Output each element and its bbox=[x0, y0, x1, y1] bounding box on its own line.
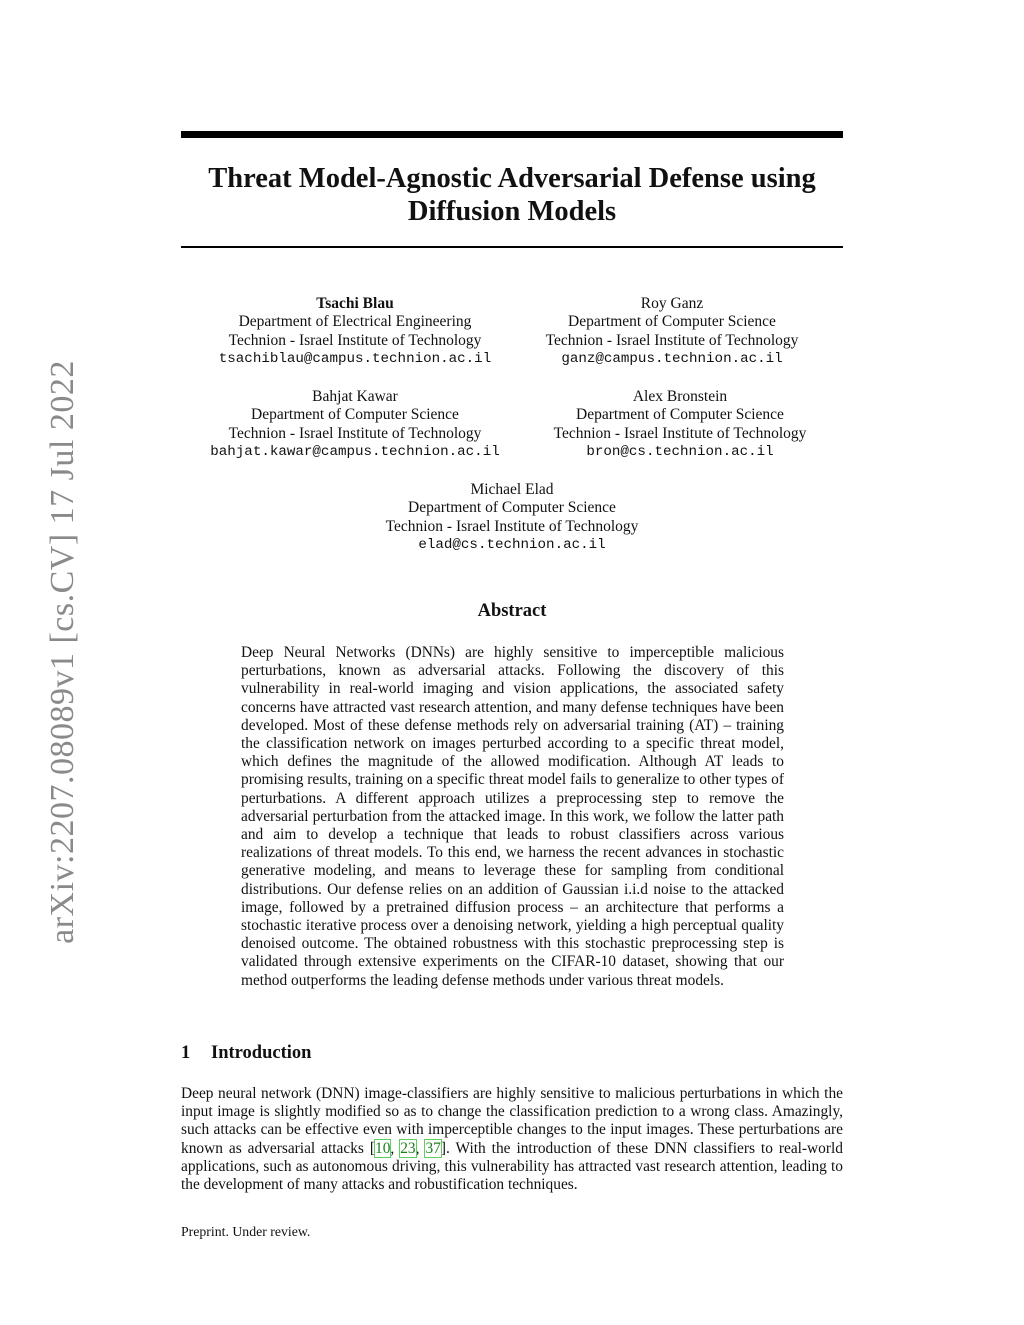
author-department: Department of Computer Science bbox=[576, 406, 784, 424]
section-heading bbox=[181, 1043, 311, 1064]
author-institution: Technion - Israel Institute of Technology bbox=[385, 517, 639, 535]
author-department: Department of Electrical Engineering bbox=[238, 313, 472, 331]
author-name: Alex Bronstein bbox=[632, 388, 728, 405]
author-name: Michael Elad bbox=[470, 481, 554, 498]
author-block bbox=[205, 388, 505, 462]
arxiv-identifier: arXiv:2207.08089v1 [cs.CV] 17 Jul 2022 bbox=[44, 360, 81, 944]
author-block bbox=[205, 295, 505, 369]
citation-open-bracket: [ bbox=[369, 1139, 376, 1157]
section-number: 1 bbox=[181, 1043, 191, 1063]
author-department: Department of Computer Science bbox=[408, 499, 616, 517]
abstract-heading: Abstract bbox=[477, 601, 547, 621]
author-block bbox=[530, 388, 830, 462]
intro-text-after: . With the introduction of these DNN classifiers to real-world applications, such as autonomous driving, this vulnerability has attracted vast research attention, leading to the development of many attacks and robustification techniques. bbox=[181, 1139, 843, 1194]
author-email[interactable]: ganz@campus.technion.ac.il bbox=[561, 351, 783, 368]
citation-close-bracket: ] bbox=[440, 1139, 446, 1157]
author-name: Tsachi Blau bbox=[316, 295, 394, 312]
author-name: Roy Ganz bbox=[640, 295, 704, 312]
author-block bbox=[522, 295, 822, 369]
author-email[interactable]: bahjat.kawar@campus.technion.ac.il bbox=[210, 444, 500, 461]
introduction-text: Deep neural network (DNN) image-classifiers are highly sensitive to malicious perturbations in which the input image is slightly modified so as to change the classification prediction to a wrong class. Amazingly, such attacks can be effective even with imperceptible changes to the input images. These perturbations are known as adversarial attacks [10, 23, 37]. With the introduction of these DNN classifiers to real-world applications, such as autonomous driving, this vulnerability has attracted vast research attention, leading to the development of many attacks and robustification techniques. bbox=[181, 1085, 843, 1194]
author-institution: Technion - Israel Institute of Technology bbox=[545, 331, 799, 349]
author-block bbox=[362, 481, 662, 555]
abstract-text: Deep Neural Networks (DNNs) are highly sensitive to imperceptible malicious perturbations, known as adversarial attacks. Following the discovery of this vulnerability in real-world imaging and vision applications, the associated safety concerns have attracted vast research attention, and many defense techniques have been developed. Most of these defense methods rely on adversarial training (AT) – training the classification network on images perturbed according to a specific threat model, which defines the magnitude of the allowed modification. Although AT leads to promising results, training on a specific threat model fails to generalize to other types of perturbations. A different approach utilizes a preprocessing step to remove the adversarial perturbation from the attacked image. In this work, we follow the latter path and aim to develop a technique that leads to robust classifiers across various realizations of threat models. To this end, we harness the recent advances in stochastic generative modeling, and means to leverage these for sampling from conditional distributions. Our defense relies on an addition of Gaussian i.i.d noise to the attacked image, followed by a pretrained diffusion process – an architecture that performs a stochastic iterative process over a denoising network, yielding a high perceptual quality denoised outcome. The obtained robustness with this stochastic preprocessing step is validated through extensive experiments on the CIFAR-10 dataset, showing that our method outperforms the leading defense methods under various threat models. bbox=[241, 644, 784, 989]
citation-link[interactable]: 37 bbox=[425, 1139, 441, 1157]
author-institution: Technion - Israel Institute of Technology bbox=[228, 331, 482, 349]
author-institution: Technion - Israel Institute of Technology bbox=[228, 424, 482, 442]
title-bottom-rule bbox=[181, 246, 843, 248]
intro-text-before: Deep neural network (DNN) image-classifiers are highly sensitive to malicious perturbations in which the input image is slightly modified so as to change the classification prediction to a wrong class. Amazingly, such attacks can be effective even with imperceptible changes to the input images. These perturbations are known as adversarial attacks bbox=[181, 1085, 843, 1157]
author-department: Department of Computer Science bbox=[251, 406, 459, 424]
author-email[interactable]: elad@cs.technion.ac.il bbox=[418, 537, 606, 554]
paper-title: Threat Model-Agnostic Adversarial Defense using Diffusion Models bbox=[208, 163, 816, 227]
section-title: Introduction bbox=[211, 1043, 312, 1063]
author-name: Bahjat Kawar bbox=[312, 388, 398, 405]
citation-link[interactable]: 23 bbox=[400, 1139, 416, 1157]
author-email[interactable]: tsachiblau@campus.technion.ac.il bbox=[218, 351, 492, 368]
author-department: Department of Computer Science bbox=[568, 313, 776, 331]
title-top-rule bbox=[181, 131, 843, 138]
author-institution: Technion - Israel Institute of Technology bbox=[553, 424, 807, 442]
citation-link[interactable]: 10 bbox=[375, 1139, 391, 1157]
preprint-footer: Preprint. Under review. bbox=[181, 1224, 311, 1239]
author-email[interactable]: bron@cs.technion.ac.il bbox=[586, 444, 774, 461]
